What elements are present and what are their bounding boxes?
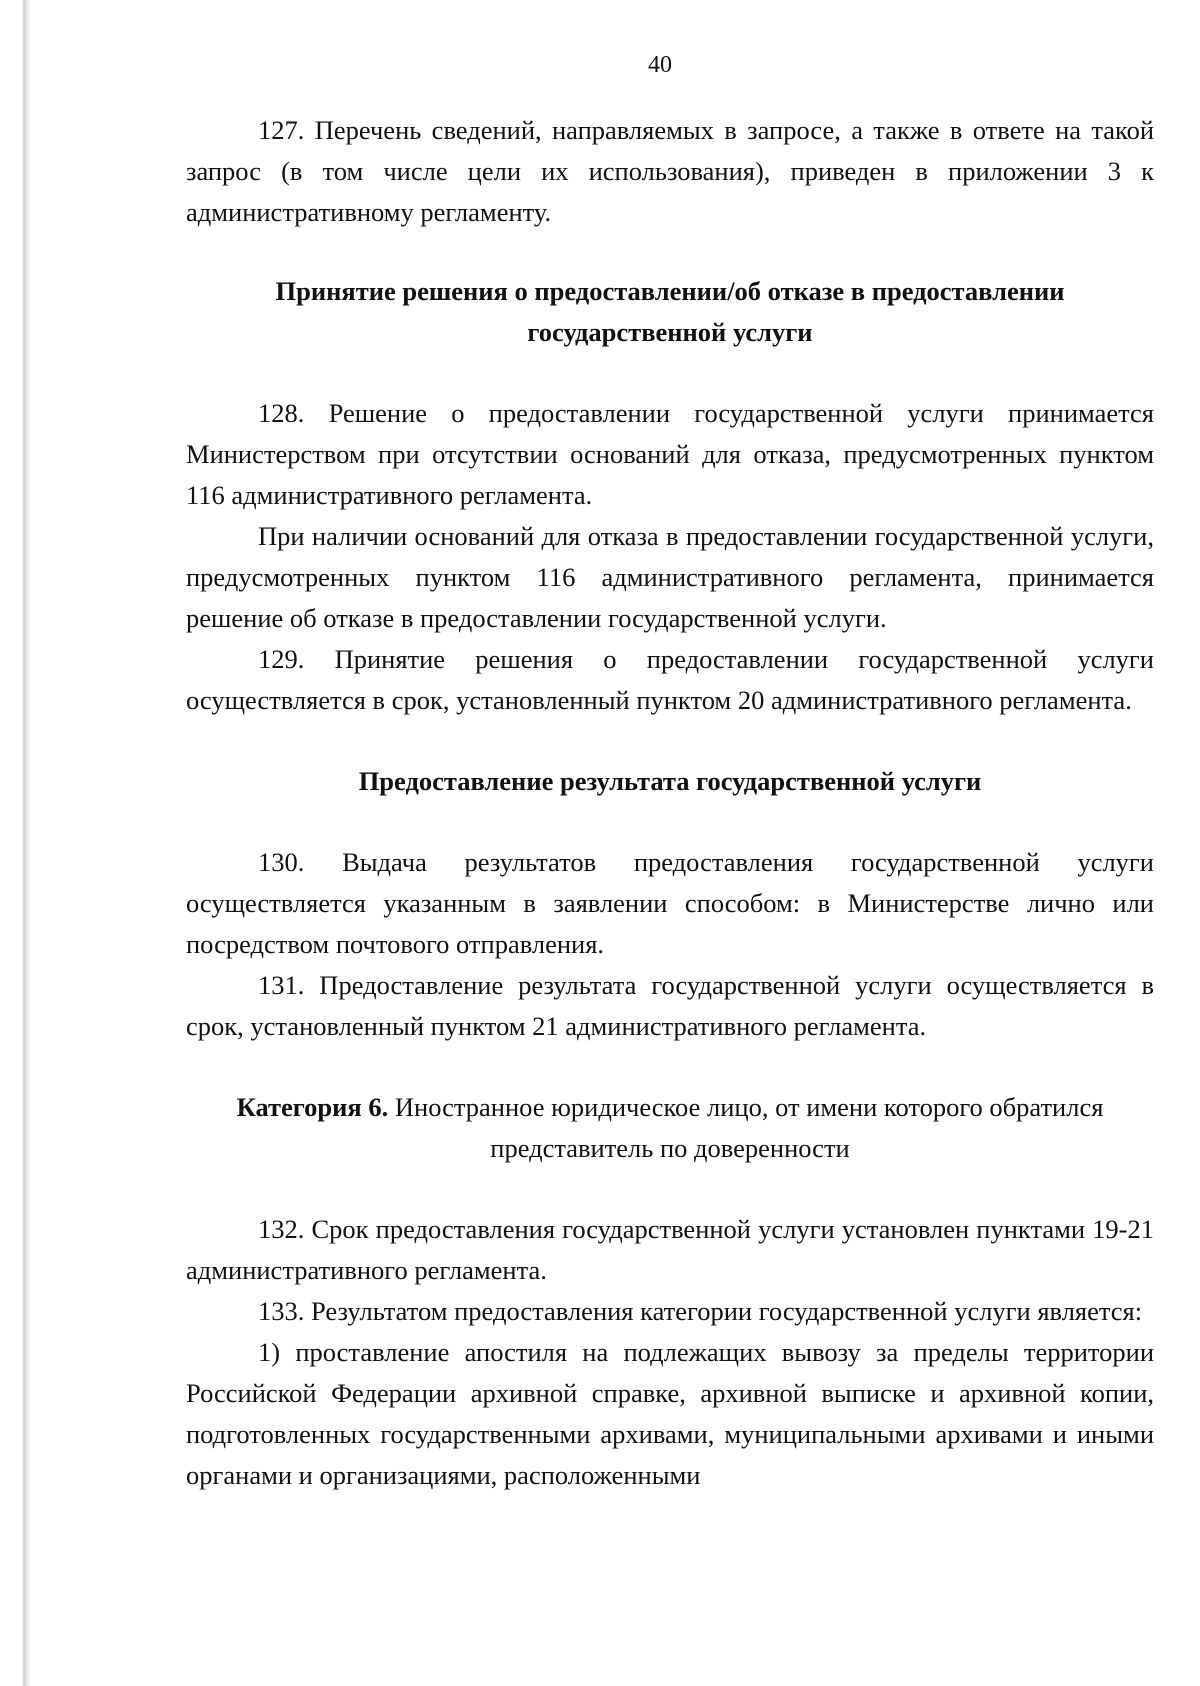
paragraph-127: 127. Перечень сведений, направляемых в запросе, а также в ответе на такой запрос (в том числе цели их использования), приведен в приложении 3 к административному регламенту. — [186, 115, 1154, 227]
section-heading-category-6 — [186, 1087, 1154, 1169]
category-label: Категория 6. — [236, 1092, 389, 1122]
scan-edge — [0, 0, 36, 1686]
paragraph-refusal: При наличии оснований для отказа в предоставлении государственной услуги, предусмотренных пунктом 116 административного регламента, принимается решение об отказе в предоставлении государственной услуги. — [186, 521, 1154, 633]
paragraph-132: 132. Срок предоставления государственной услуги установлен пунктами 19-21 административного регламента. — [186, 1214, 1154, 1285]
paragraph-133: 133. Результатом предоставления категории государственной услуги является: — [258, 1296, 1143, 1326]
section-heading-result: Предоставление результата государственной услуги — [358, 766, 982, 796]
document-body — [186, 110, 1154, 1496]
page-number: 40 — [648, 52, 672, 78]
category-description: Иностранное юридическое лицо, от имени которого обратился представитель по доверенности — [388, 1092, 1104, 1163]
paragraph-128: 128. Решение о предоставлении государственной услуги принимается Министерством при отсутствии оснований для отказа, предусмотренных пунктом 116 административного регламента. — [186, 398, 1154, 510]
paragraph-133-item-1: 1) проставление апостиля на подлежащих вывозу за пределы территории Российской Федерации архивной справке, архивной выписке и архивной копии, подготовленных государственными архивами, муниципальными архивами и иными органами и организациями, расположенными — [186, 1337, 1154, 1490]
section-heading-decision: Принятие решения о предоставлении/об отказе в предоставлении государственной услуги — [275, 276, 1065, 347]
paragraph-130: 130. Выдача результатов предоставления государственной услуги осуществляется указанным в заявлении способом: в Министерстве лично или посредством почтового отправления. — [186, 847, 1154, 959]
paragraph-131: 131. Предоставление результата государственной услуги осуществляется в срок, установленный пунктом 21 административного регламента. — [186, 970, 1154, 1041]
paragraph-129: 129. Принятие решения о предоставлении государственной услуги осуществляется в срок, установленный пунктом 20 административного регламента. — [186, 644, 1154, 715]
